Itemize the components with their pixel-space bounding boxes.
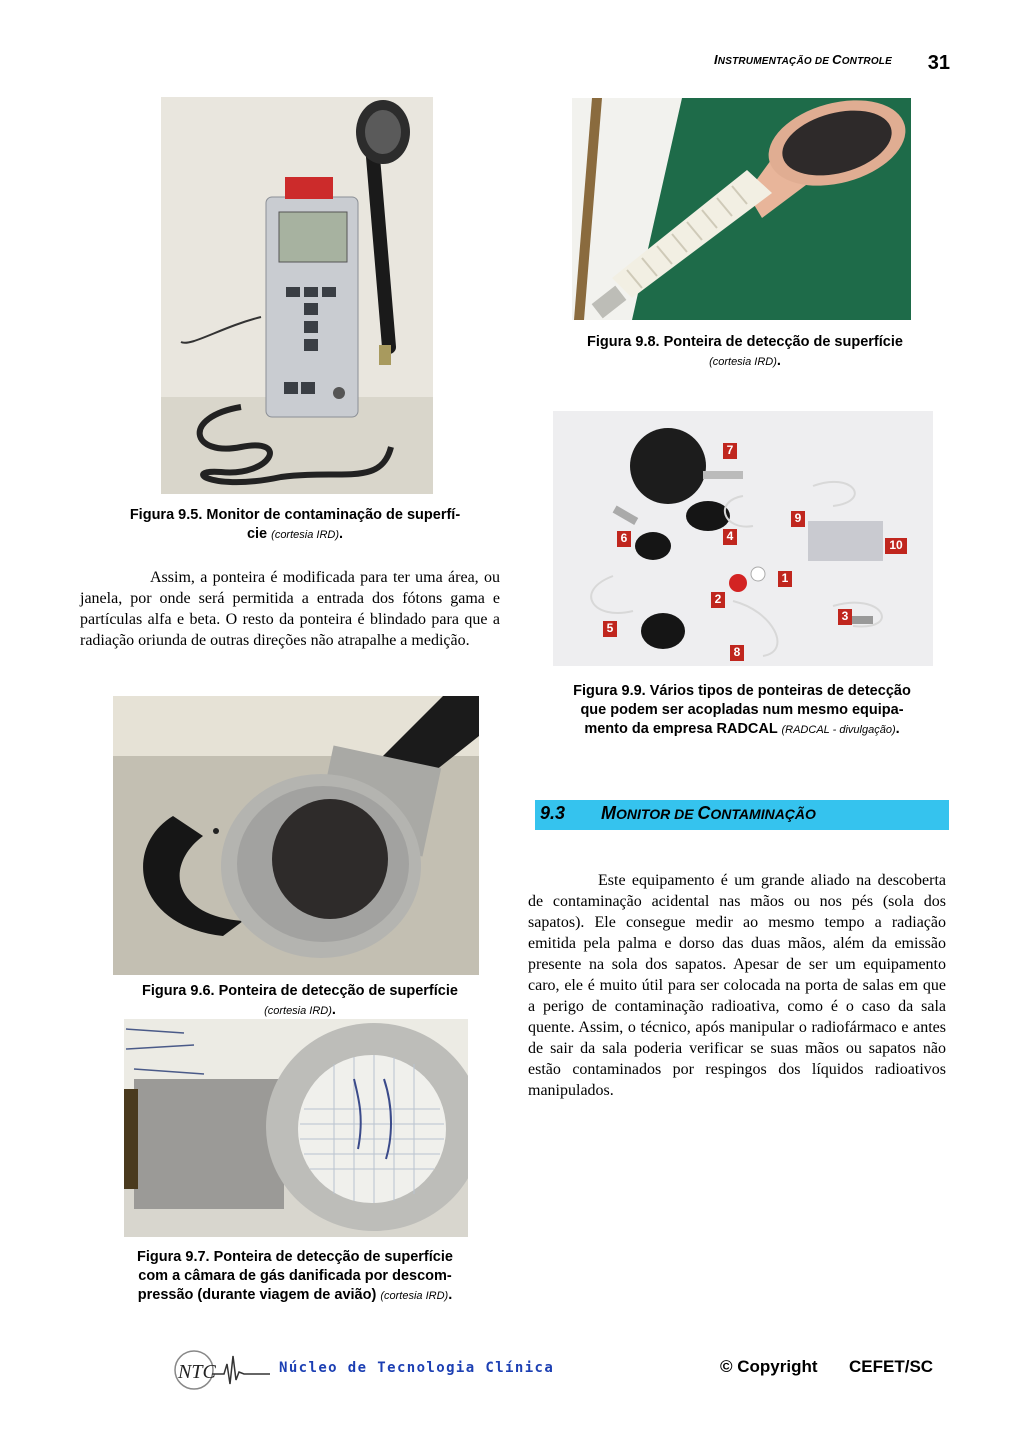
body-paragraph-left: Assim, a ponteira é modificada para ter uma área, ou janela, por onde será permitida a entrada dos fótons gama e partículas alfa e beta. O resto da ponteira é blindado para que a radiação oriunda de outras direções não atrapalhe a medição. [80,569,500,649]
figure-9-8-caption: Figura 9.8. Ponteira de detecção de superfície (cortesia IRD). [587,334,903,369]
figure-9-5-caption: Figura 9.5. Monitor de contaminação de superfí- cie (cortesia IRD). [129,507,461,542]
ntc-logo [172,1346,272,1394]
figure-9-9-caption: Figura 9.9. Vários tipos de ponteiras de detecção que podem ser acopladas num mesmo equipa- mento da empresa RADCAL (RADCAL - divulgação). [573,683,911,737]
probe-label: 7 [723,443,737,459]
section-number: 9.3 [540,803,566,823]
running-header: INSTRUMENTAÇÃO DE CONTROLE [713,52,892,67]
figure-9-7-photo [124,1019,468,1237]
figure-9-7-caption: Figura 9.7. Ponteira de detecção de superfície com a câmara de gás danificada por descom- pressão (durante viagem de avião) (cortesia IRD). [137,1249,453,1303]
body-paragraph-right: Este equipamento é um grande aliado na descoberta de contaminação acidental nas mãos ou nos pés (sola dos sapatos). Ele consegue medir ao mesmo tempo a radiação emitida pela palma e dorso das duas mãos, além da emissão presente na sola dos sapatos. Apesar de ser um equipamento caro, ele é muito útil para ser colocada na porta de salas em que a perigo de contaminação radioativa, como é o caso da sala quente. Assim, o técnico, após manipular o radiofármaco e antes de sair da sala poderia verificar se suas mãos ou sapatos não estão contaminados por respingos dos líquidos radioativos manipulados. [528,872,946,1099]
probe-label: 4 [723,529,737,545]
probe-label: 2 [711,592,725,608]
logo-text: NTC [178,1361,216,1383]
probe-label: 9 [791,511,805,527]
probe-label: 5 [603,621,617,637]
page-number: 31 [927,52,950,74]
figure-9-5-photo [161,97,433,494]
probe-label: 10 [885,538,907,554]
footer-copyright: © Copyright [720,1357,818,1376]
figure-9-9-photo [553,411,933,666]
probe-label: 8 [730,645,744,661]
figure-9-6-caption: Figura 9.6. Ponteira de detecção de superfície (cortesia IRD). [142,983,458,1018]
footer-institution: CEFET/SC [849,1357,934,1376]
section-title: MONITOR DE CONTAMINAÇÃO [601,803,816,823]
figure-9-6-photo [113,696,479,975]
probe-label: 1 [778,571,792,587]
footer-organization: Núcleo de Tecnologia Clínica [279,1360,555,1376]
probe-label: 6 [617,531,631,547]
figure-9-8-photo [572,98,911,320]
probe-label: 3 [838,609,852,625]
